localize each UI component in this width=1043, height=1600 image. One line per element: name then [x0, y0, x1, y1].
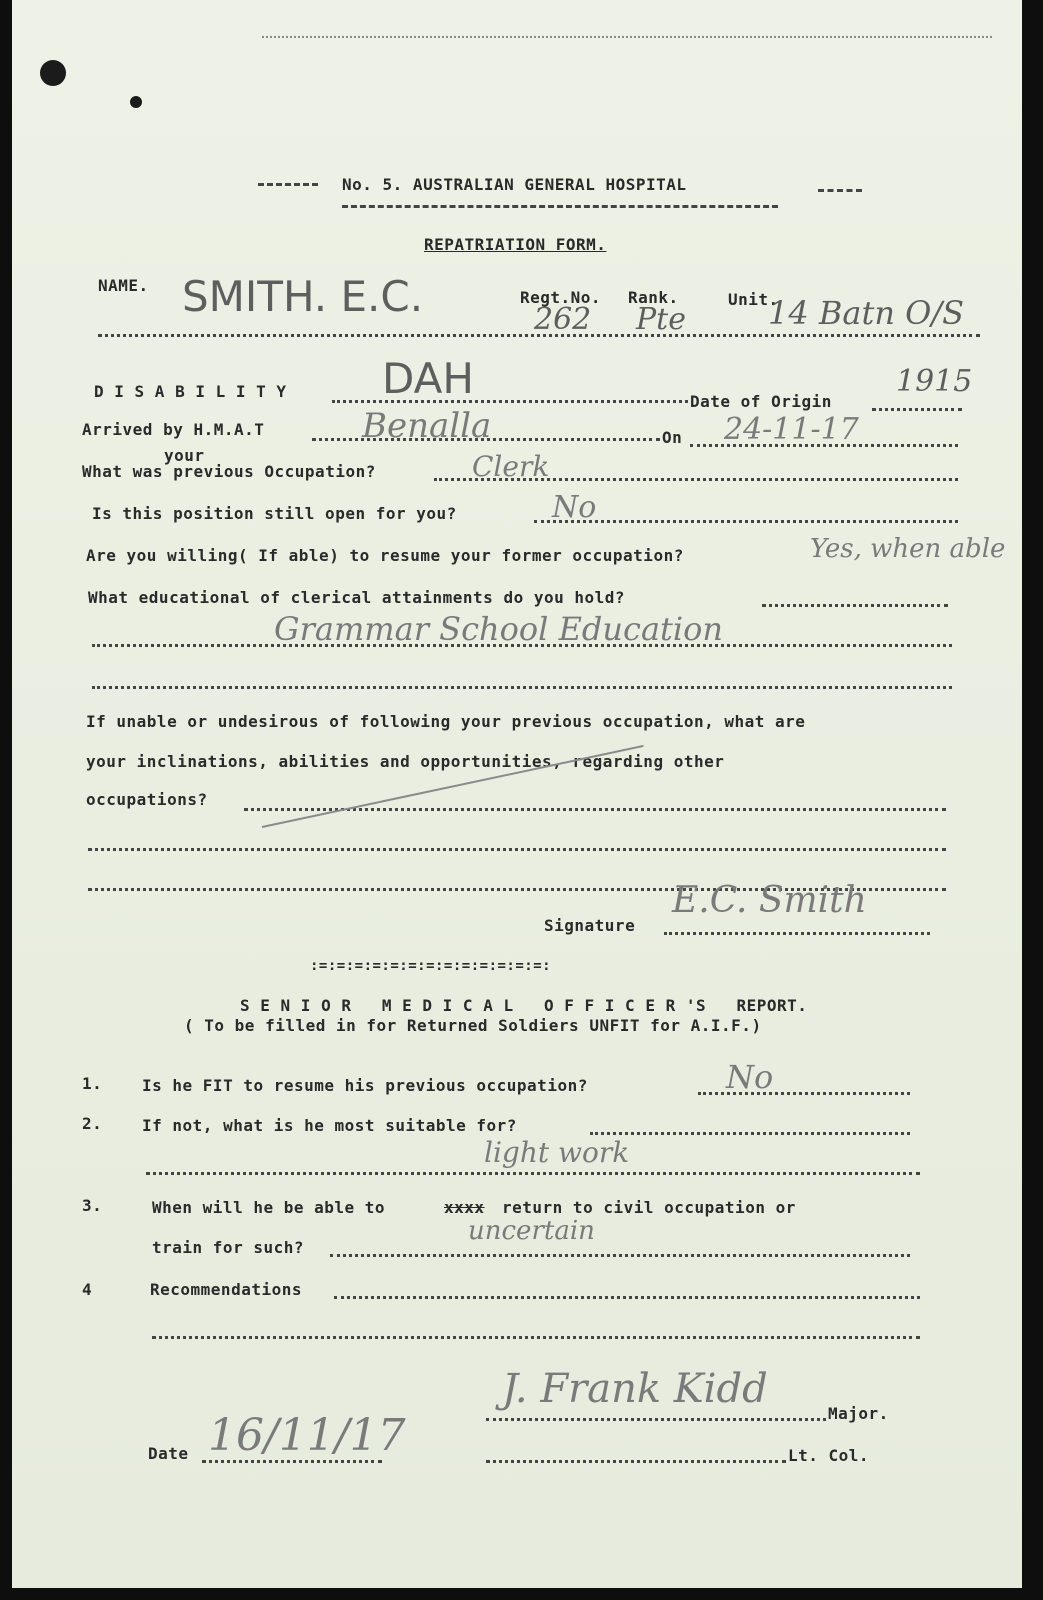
q3-text-line-2: train for such?: [152, 1238, 304, 1257]
disability-label: D I S A B I L I T Y: [94, 382, 287, 401]
origin-dotted-line: [872, 404, 962, 411]
header-right-dashes: [818, 186, 862, 192]
punch-hole: [130, 96, 142, 108]
handwritten-position-open: No: [552, 490, 597, 525]
q4-dotted-line-2: [152, 1332, 920, 1339]
hospital-title: No. 5. AUSTRALIAN GENERAL HOSPITAL: [342, 175, 687, 194]
handwritten-date-of-origin: 1915: [896, 364, 973, 399]
prev-occupation-label: What was previous Occupation?: [82, 462, 376, 481]
rank-label: Rank.: [628, 288, 679, 307]
regt-no-label: Regt.No.: [520, 288, 602, 307]
your-insert: your: [164, 446, 205, 465]
handwritten-name: SMITH. E.C.: [182, 272, 424, 321]
top-perforation: [262, 36, 992, 52]
education-label: What educational of clerical attainments do you hold?: [88, 588, 626, 607]
q3-text-start: When will he be able to: [152, 1198, 386, 1217]
handwritten-education: Grammar School Education: [274, 610, 723, 648]
report-title: S E N I O R M E D I C A L O F F I C E R 'S REPORT.: [240, 996, 808, 1015]
handwritten-disability: DAH: [382, 354, 474, 403]
q4-dotted-line-1: [334, 1292, 920, 1299]
header-left-dashes: [258, 180, 318, 186]
q4-number: 4: [82, 1280, 93, 1299]
willing-label: Are you willing( If able) to resume your former occupation?: [86, 546, 684, 565]
handwritten-rank: Pte: [636, 302, 686, 337]
q4-text: Recommendations: [150, 1280, 302, 1299]
handwritten-signature: E.C. Smith: [672, 880, 867, 921]
q2-dotted-line-1: [590, 1128, 910, 1135]
ltcol-label: Lt. Col.: [788, 1446, 870, 1465]
inclination-line-1: If unable or undesirous of following your previous occupation, what are: [86, 712, 806, 731]
handwritten-unit: 14 Batn O/S: [768, 294, 965, 332]
handwritten-arrival-date: 24-11-17: [724, 412, 859, 447]
q3-struck-word: xxxx: [444, 1198, 485, 1217]
education-dotted-line-1: [762, 600, 948, 607]
name-label: NAME.: [98, 276, 149, 295]
major-dotted-line: [486, 1414, 826, 1421]
date-label: Date: [148, 1444, 189, 1463]
ltcol-dotted-line: [486, 1456, 786, 1463]
q2-number: 2.: [82, 1114, 103, 1133]
major-label: Major.: [828, 1404, 889, 1423]
signature-label: Signature: [544, 916, 636, 935]
q2-text: If not, what is he most suitable for?: [142, 1116, 517, 1135]
handwritten-willing: Yes, when able: [810, 534, 1006, 564]
signature-dotted-line: [664, 928, 930, 935]
inclination-dotted-line-2: [88, 844, 946, 851]
inclination-line-3: occupations?: [86, 790, 208, 809]
punch-hole: [40, 60, 66, 86]
unit-label: Unit.: [728, 290, 779, 309]
repatriation-form-page: [12, 0, 1022, 1588]
position-open-label: Is this position still open for you?: [92, 504, 457, 523]
report-subtitle: ( To be filled in for Returned Soldiers UNFIT for A.I.F.): [184, 1016, 762, 1035]
handwritten-ship: Benalla: [362, 406, 492, 446]
handwritten-officer-signature: J. Frank Kidd: [502, 1366, 768, 1412]
q3-number: 3.: [82, 1196, 103, 1215]
q3-dotted-line: [330, 1250, 910, 1257]
handwritten-fit: No: [726, 1058, 774, 1096]
position-dotted-line: [534, 516, 958, 523]
handwritten-occupation: Clerk: [472, 450, 550, 483]
handwritten-date: 16/11/17: [208, 1410, 406, 1461]
q1-number: 1.: [82, 1074, 103, 1093]
form-title: REPATRIATION FORM.: [424, 235, 607, 254]
q2-dotted-line-2: [146, 1168, 920, 1175]
on-label: On: [662, 428, 683, 447]
arrived-label: Arrived by H.M.A.T: [82, 420, 265, 439]
date-of-origin-label: Date of Origin: [690, 392, 832, 411]
handwritten-return-when: uncertain: [468, 1216, 595, 1246]
handwritten-regt-no: 262: [534, 302, 592, 337]
education-dotted-line-3: [92, 682, 952, 689]
q1-text: Is he FIT to resume his previous occupation?: [142, 1076, 588, 1095]
inclination-line-2: your inclinations, abilities and opportunities, regarding other: [86, 752, 725, 771]
header-underline: [342, 202, 778, 208]
separator-line: :=:=:=:=:=:=:=:=:=:=:=:=:=:: [310, 958, 552, 974]
q3-text-end: return to civil occupation or: [502, 1198, 796, 1217]
handwritten-suitable-for: light work: [484, 1136, 630, 1169]
